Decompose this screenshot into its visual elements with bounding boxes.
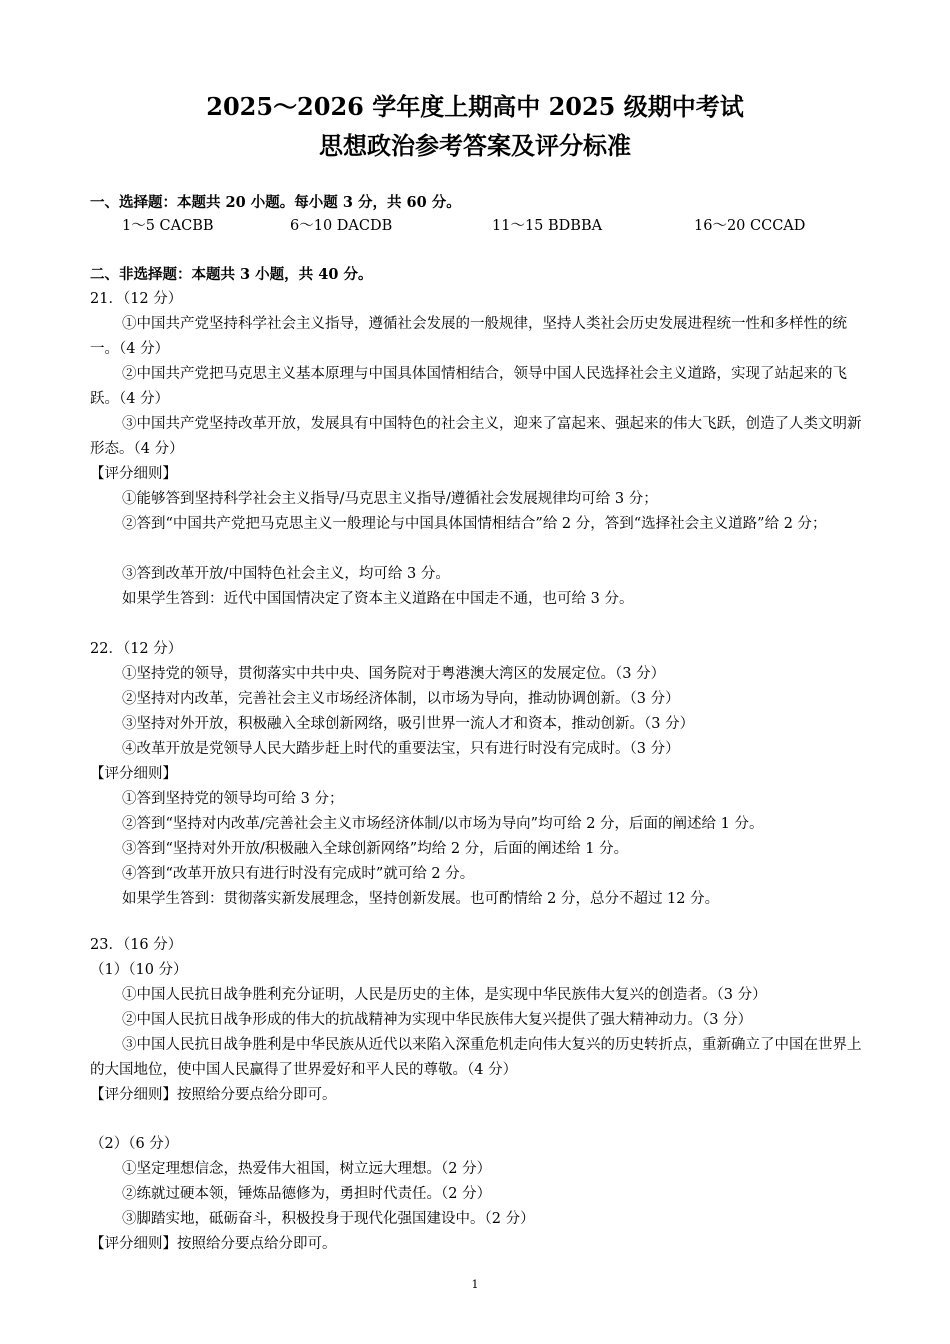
exam-title: 2025～2026 学年度上期高中 2025 级期中考试 <box>206 92 744 121</box>
part2-heading: 二、非选择题：本题共 3 小题，共 40 分。 <box>90 266 373 283</box>
page-number: 1 <box>471 1278 479 1291</box>
q21-point: ①中国共产党坚持科学社会主义指导，遵循社会发展的一般规律，坚持人类社会历史发展进程统一性和多样性的统一。（4 分） <box>90 316 847 357</box>
q21-rubric-label: 【评分细则】 <box>90 466 177 482</box>
q22-rubric-item: ①答到坚持党的领导均可给 3 分； <box>122 791 344 807</box>
q23-sub1-point: ②中国人民抗日战争形成的伟大的抗战精神为实现中华民族伟大复兴提供了强大精神动力。（3 分） <box>122 1012 753 1028</box>
q22-point: ④改革开放是党领导人民大踏步赶上时代的重要法宝，只有进行时没有完成时。（3 分） <box>122 741 680 757</box>
q21-header: 21．（12 分） <box>90 291 183 307</box>
q23-sub1-point: ③中国人民抗日战争胜利是中华民族从近代以来陷入深重危机走向伟大复兴的历史转折点，重新确立了中国在世界上的大国地位，使中国人民赢得了世界爱好和平人民的尊敬。（4 分） <box>90 1037 862 1078</box>
q22-rubric-item: ④答到“改革开放只有进行时没有完成时”就可给 2 分。 <box>122 866 475 882</box>
q21-rubric-item: 如果学生答到：近代中国国情决定了资本主义道路在中国走不通，也可给 3 分。 <box>122 591 634 607</box>
q22-point: ②坚持对内改革，完善社会主义市场经济体制，以市场为导向，推动协调创新。（3 分） <box>122 691 680 707</box>
choice-answer-group: 1～5 CACBB <box>122 218 214 234</box>
q23-sub2-point: ②练就过硬本领，锤炼品德修为，勇担时代责任。（2 分） <box>122 1186 492 1202</box>
q23-sub1-rubric: 【评分细则】按照给分要点给分即可。 <box>90 1087 337 1103</box>
exam-subtitle: 思想政治参考答案及评分标准 <box>319 131 631 160</box>
q22-rubric-label: 【评分细则】 <box>90 766 177 782</box>
q23-sub2-header: （2）（6 分） <box>90 1136 179 1152</box>
q22-rubric-item: ②答到“坚持对内改革/完善社会主义市场经济体制/以市场为导向”均可给 2 分，后面的阐述给 1 分。 <box>122 816 764 832</box>
q21-rubric-item: ①能够答到坚持科学社会主义指导/马克思主义指导/遵循社会发展规律均可给 3 分； <box>122 491 658 507</box>
q23-sub2-point: ③脚踏实地，砥砺奋斗，积极投身于现代化强国建设中。（2 分） <box>122 1211 535 1227</box>
q22-rubric-item: ③答到“坚持对外开放/积极融入全球创新网络”均给 2 分，后面的阐述给 1 分。 <box>122 841 629 857</box>
q21-point: ③中国共产党坚持改革开放，发展具有中国特色的社会主义，迎来了富起来、强起来的伟大飞跃，创造了人类文明新形态。（4 分） <box>90 416 862 457</box>
q22-point: ③坚持对外开放，积极融入全球创新网络，吸引世界一流人才和资本，推动创新。（3 分） <box>122 716 695 732</box>
choice-answers-row <box>122 214 865 239</box>
q21-rubric-item: ②答到“中国共产党把马克思主义一般理论与中国具体国情相结合”给 2 分，答到“选择社会主义道路”给 2 分； <box>122 516 827 532</box>
part1-heading: 一、选择题：本题共 20 小题。每小题 3 分，共 60 分。 <box>90 194 461 211</box>
q21-rubric-item: ③答到改革开放/中国特色社会主义，均可给 3 分。 <box>122 566 450 582</box>
q23-sub1-header: （1）（10 分） <box>90 962 188 978</box>
choice-answer-group: 16～20 CCCAD <box>694 218 806 234</box>
q23-header: 23．（16 分） <box>90 937 183 953</box>
choice-answer-group: 11～15 BDBBA <box>492 218 603 234</box>
q23-sub1-point: ①中国人民抗日战争胜利充分证明，人民是历史的主体，是实现中华民族伟大复兴的创造者。（3 分） <box>122 987 767 1003</box>
q22-rubric-item: 如果学生答到：贯彻落实新发展理念，坚持创新发展。也可酌情给 2 分，总分不超过 12 分。 <box>122 891 720 907</box>
q23-sub2-rubric: 【评分细则】按照给分要点给分即可。 <box>90 1236 337 1252</box>
choice-answer-group: 6～10 DACDB <box>290 218 393 234</box>
q23-sub2-point: ①坚定理想信念，热爱伟大祖国，树立远大理想。（2 分） <box>122 1161 492 1177</box>
q22-point: ①坚持党的领导，贯彻落实中共中央、国务院对于粤港澳大湾区的发展定位。（3 分） <box>122 666 666 682</box>
q21-point: ②中国共产党把马克思主义基本原理与中国具体国情相结合，领导中国人民选择社会主义道路，实现了站起来的飞跃。（4 分） <box>90 366 847 407</box>
q22-header: 22．（12 分） <box>90 641 183 657</box>
